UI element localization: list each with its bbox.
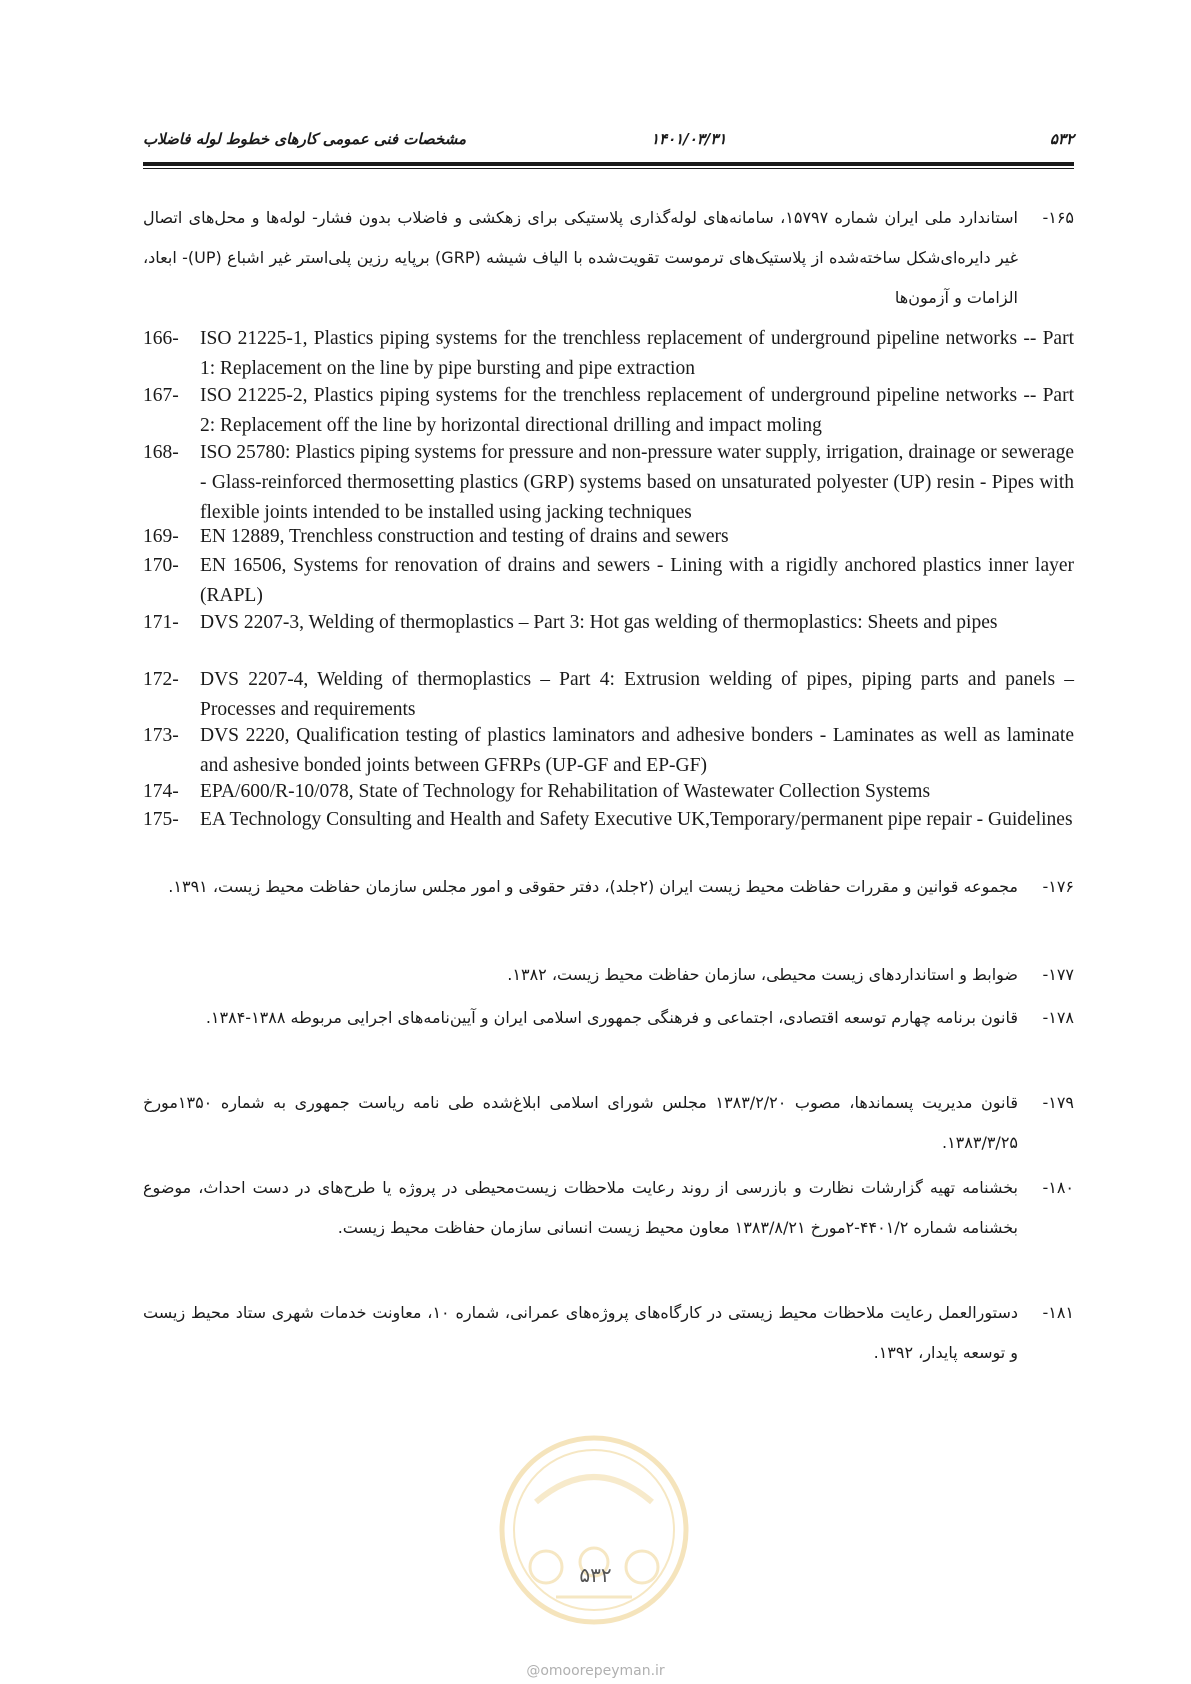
- header-page-number: ۵۳۲: [1049, 130, 1074, 148]
- reference-item: [143, 551, 1074, 611]
- reference-number: 167-: [143, 385, 179, 406]
- reference-item: [143, 1168, 1074, 1248]
- reference-number: 169-: [143, 526, 179, 547]
- reference-number: ۱۷۹-: [1042, 1093, 1074, 1112]
- seal-stamp-icon: [496, 1432, 692, 1628]
- reference-text: DVS 2207-3, Welding of thermoplastics – Part 3: Hot gas welding of thermoplastics: Sheets and pipes: [200, 612, 998, 633]
- header-divider-thin: [143, 168, 1074, 169]
- reference-text: EN 12889, Trenchless construction and testing of drains and sewers: [200, 526, 729, 547]
- page-footer-number: ۵۳۲: [579, 1563, 612, 1587]
- reference-text: DVS 2220, Qualification testing of plastics laminators and adhesive bonders - Laminates as well as laminate and ashesive bonded joints between GFRPs (UP-GF and EP-GF): [200, 725, 1074, 776]
- header-divider: [143, 162, 1074, 166]
- reference-item: [143, 777, 1074, 807]
- reference-text: EPA/600/R-10/078, State of Technology for Rehabilitation of Wastewater Collection Systems: [200, 781, 931, 802]
- reference-number: 172-: [143, 669, 179, 690]
- reference-number: ۱۸۰-: [1042, 1178, 1074, 1197]
- reference-text: مجموعه قوانین و مقررات حفاظت محیط زیست ایران (۲جلد)، دفتر حقوقی و امور مجلس سازمان حفاظت محیط زیست، ۱۳۹۱.: [168, 877, 1018, 896]
- reference-item: [143, 522, 1074, 552]
- reference-number: 168-: [143, 442, 179, 463]
- reference-text: بخشنامه تهیه گزارشات نظارت و بازرسی از روند رعایت ملاحظات زیست‌محیطی در پروژه یا طرح‌های در دست احداث، موضوع بخشنامه شماره ۴۴۰۱/۲-۲مورخ ۱۳۸۳/۸/۲۱ معاون محیط زیست انسانی سازمان حفاظت محیط زیست.: [143, 1178, 1018, 1237]
- reference-number: ۱۷۷-: [1042, 965, 1074, 984]
- reference-number: 171-: [143, 612, 179, 633]
- reference-item: [143, 1083, 1074, 1163]
- reference-text: ISO 25780: Plastics piping systems for pressure and non-pressure water supply, irrigation, drainage or sewerage - Glass-reinforced thermosetting plastics (GRP) systems based on unsaturated polyester (UP) resin - Pipes with flexible joints intended to be installed using jacking techniques: [200, 442, 1074, 523]
- reference-number: 174-: [143, 781, 179, 802]
- reference-text: ضوابط و استانداردهای زیست محیطی، سازمان حفاظت محیط زیست، ۱۳۸۲.: [507, 965, 1018, 984]
- reference-number: ۱۷۸-: [1042, 1008, 1074, 1027]
- reference-item: [143, 198, 1074, 318]
- reference-text: EN 16506, Systems for renovation of drains and sewers - Lining with a rigidly anchored plastics inner layer (RAPL): [200, 555, 1074, 606]
- page-header: [143, 128, 1074, 156]
- reference-number: 170-: [143, 555, 179, 576]
- header-date: ۱۴۰۱/۰۳/۳۱: [651, 130, 727, 148]
- reference-number: 175-: [143, 809, 179, 830]
- reference-item: [143, 438, 1074, 528]
- reference-text: استاندارد ملی ایران شماره ۱۵۷۹۷، سامانه‌های لوله‌گذاری پلاستیکی برای زهکشی و فاضلاب بدون فشار- لوله‌ها و محل‌های اتصال غیر دایره‌ای‌شکل ساخته‌شده از پلاستیک‌های ترموست تقویت‌شده با الیاف شیشه (GRP) برپایه رزین پلی‌استر غیر اشباع (UP)- ابعاد، الزامات و آزمون‌ها: [143, 208, 1019, 307]
- reference-text: قانون مدیریت پسماندها، مصوب ۱۳۸۳/۲/۲۰ مجلس شورای اسلامی ابلاغ‌شده طی نامه ریاست جمهوری به شماره ۱۳۵۰مورخ ۱۳۸۳/۳/۲۵.: [143, 1093, 1019, 1152]
- reference-text: EA Technology Consulting and Health and Safety Executive UK,Temporary/permanent pipe repair - Guidelines: [200, 809, 1073, 830]
- reference-number: ۱۶۵-: [1042, 208, 1074, 227]
- reference-text: DVS 2207-4, Welding of thermoplastics – Part 4: Extrusion welding of pipes, piping parts and panels – Processes and requirements: [200, 669, 1074, 720]
- reference-item: [143, 608, 1074, 638]
- reference-item: [143, 1293, 1074, 1373]
- watermark-text: @omoorepeyman.ir: [526, 1663, 665, 1679]
- reference-text: قانون برنامه چهارم توسعه اقتصادی، اجتماعی و فرهنگی جمهوری اسلامی ایران و آیین‌نامه‌های اجرایی مربوطه ۱۳۸۸-۱۳۸۴.: [205, 1008, 1018, 1027]
- reference-item: [143, 998, 1074, 1038]
- reference-item: [143, 955, 1074, 995]
- reference-item: [143, 805, 1074, 835]
- reference-item: [143, 665, 1074, 725]
- reference-item: [143, 381, 1074, 441]
- reference-number: 166-: [143, 328, 179, 349]
- reference-number: ۱۷۶-: [1042, 877, 1074, 896]
- reference-number: ۱۸۱-: [1042, 1303, 1074, 1322]
- header-title: مشخصات فنی عمومی کارهای خطوط لوله فاضلاب: [143, 130, 467, 148]
- reference-item: [143, 867, 1074, 907]
- reference-text: ISO 21225-1, Plastics piping systems for the trenchless replacement of underground pipeline networks -- Part 1: Replacement on the line by pipe bursting and pipe extraction: [200, 328, 1074, 379]
- reference-text: دستورالعمل رعایت ملاحظات محیط زیستی در کارگاه‌های پروژه‌های عمرانی، شماره ۱۰، معاونت خدمات شهری ستاد محیط زیست و توسعه پایدار، ۱۳۹۲.: [143, 1303, 1018, 1362]
- reference-item: [143, 324, 1074, 384]
- reference-text: ISO 21225-2, Plastics piping systems for the trenchless replacement of underground pipeline networks -- Part 2: Replacement off the line by horizontal directional drilling and impact moling: [200, 385, 1074, 436]
- reference-item: [143, 721, 1074, 781]
- reference-number: 173-: [143, 725, 179, 746]
